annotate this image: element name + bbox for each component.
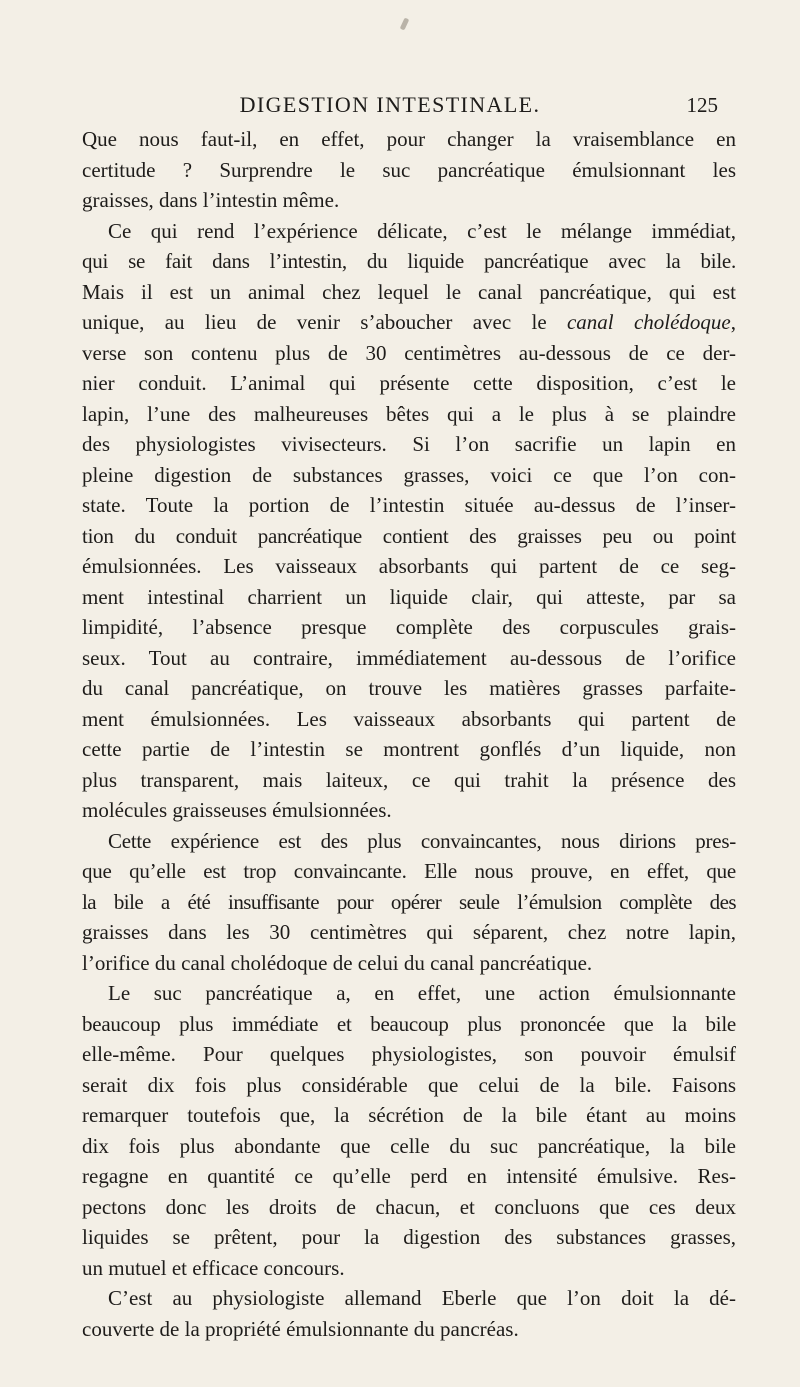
text-line: couverte de la propriété émulsionnante du pancréas.	[82, 1316, 519, 1341]
text-line: Cette expérience est des plus convaincantes, nous dirions pres-	[108, 828, 736, 853]
text-line: ment intestinal charrient un liquide clair, qui atteste, par sa	[82, 584, 736, 609]
text-line: remarquer toutefois que, la sécrétion de la bile étant au moins	[82, 1103, 736, 1127]
text-line: tion du conduit pancréatique contient des graisses peu ou point	[82, 523, 736, 548]
text-line: plus transparent, mais laiteux, ce qui trahit la présence des	[82, 767, 736, 792]
text-line: lapin, l’une des malheureuses bêtes qui a le plus à se plaindre	[82, 401, 736, 426]
text-line: molécules graisseuses émulsionnées.	[82, 798, 392, 822]
text-line: émulsionnées. Les vaisseaux absorbants qui partent de ce seg-	[82, 554, 736, 578]
page-number: 125	[686, 93, 718, 117]
text-line: la bile a été insuffisante pour opérer seule l’émulsion complète des	[82, 889, 736, 914]
running-head	[0, 90, 800, 120]
text-line: pectons donc les droits de chacun, et concluons que ces deux	[82, 1194, 736, 1219]
text-line: dix fois plus abondante que celle du suc pancréatique, la bile	[82, 1133, 736, 1158]
text-line: Que nous faut-il, en effet, pour changer la vraisemblance en	[82, 127, 736, 151]
text-line: certitude ? Surprendre le suc pancréatique émulsionnant les	[82, 157, 736, 182]
text-line: elle-même. Pour quelques physiologistes, son pouvoir émulsif	[82, 1042, 736, 1066]
text-line: seux. Tout au contraire, immédiatement au-dessous de l’orifice	[82, 645, 736, 670]
body-text	[82, 124, 736, 1344]
text-line	[82, 307, 736, 338]
text-line: state. Toute la portion de l’intestin située au-dessus de l’inser-	[82, 493, 736, 517]
text-line: serait dix fois plus considérable que celui de la bile. Faisons	[82, 1072, 736, 1097]
running-title	[0, 90, 800, 120]
text-line: regagne en quantité ce qu’elle perd en intensité émulsive. Res-	[82, 1164, 736, 1188]
text-line: verse son contenu plus de 30 centimètres au-dessous de ce der-	[82, 340, 736, 365]
ink-smudge	[400, 18, 410, 31]
text-line: Le suc pancréatique a, en effet, une action émulsionnante	[108, 981, 736, 1005]
text-line-part: unique, au lieu de venir s’aboucher avec le	[82, 310, 567, 334]
text-line: graisses, dans l’intestin même.	[82, 188, 340, 212]
text-line: C’est au physiologiste allemand Eberle que l’on doit la dé-	[108, 1286, 736, 1310]
text-line: du canal pancréatique, on trouve les matières grasses parfaite-	[82, 676, 736, 700]
text-line: liquides se prêtent, pour la digestion des substances grasses,	[82, 1225, 736, 1249]
text-line: un mutuel et efficace concours.	[82, 1255, 345, 1280]
text-line: des physiologistes vivisecteurs. Si l’on sacrifie un lapin en	[82, 432, 736, 456]
text-line: pleine digestion de substances grasses, voici ce que l’on con-	[82, 462, 736, 487]
text-line: l’orifice du canal cholédoque de celui du canal pancréatique.	[82, 950, 593, 975]
running-title-text: DIGESTION INTESTINALE.	[239, 92, 541, 117]
text-line: cette partie de l’intestin se montrent gonflés d’un liquide, non	[82, 737, 736, 761]
text-line: nier conduit. L’animal qui présente cette disposition, c’est le	[82, 371, 736, 395]
text-line: qui se fait dans l’intestin, du liquide pancréatique avec la bile.	[82, 249, 736, 273]
italic-term: canal cholédoque	[566, 310, 731, 334]
text-line: Ce qui rend l’expérience délicate, c’est le mélange immédiat,	[108, 218, 736, 243]
text-line: ment émulsionnées. Les vaisseaux absorbants qui partent de	[82, 706, 736, 731]
text-line-part: ,	[730, 310, 736, 334]
text-line: beaucoup plus immédiate et beaucoup plus prononcée que la bile	[82, 1011, 736, 1036]
text-line: limpidité, l’absence presque complète des corpuscules grais-	[82, 615, 736, 639]
text-line: que qu’elle est trop convaincante. Elle nous prouve, en effet, que	[82, 859, 736, 883]
text-line: Mais il est un animal chez lequel le canal pancréatique, qui est	[82, 279, 736, 304]
text-line: graisses dans les 30 centimètres qui séparent, chez notre lapin,	[82, 920, 736, 944]
